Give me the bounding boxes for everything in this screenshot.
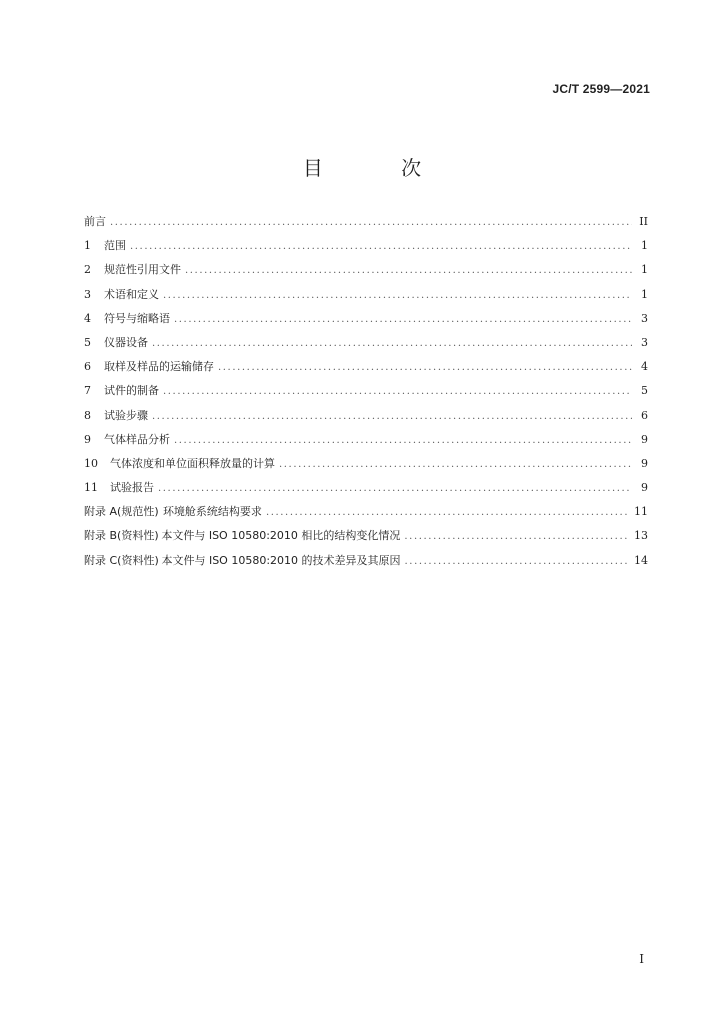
toc-entry-page: 9 bbox=[641, 432, 648, 446]
toc-entry-page: 1 bbox=[641, 287, 648, 301]
toc-entry-11[interactable] bbox=[84, 479, 648, 503]
toc-entry-label: 试验报告 bbox=[110, 481, 154, 495]
toc-leader-dots bbox=[163, 290, 632, 301]
toc-entry-number: 10 bbox=[84, 456, 98, 470]
toc-entry-page: 3 bbox=[641, 335, 648, 349]
toc-entry-page: 9 bbox=[641, 456, 648, 470]
toc-entry-number: 4 bbox=[84, 311, 91, 325]
toc-annex-label: 本文件与 ISO 10580:2010 的技术差异及其原因 bbox=[161, 553, 401, 567]
toc-entry-page: 1 bbox=[641, 263, 648, 277]
toc-entry-8[interactable] bbox=[84, 407, 648, 431]
toc-annex-label: 本文件与 ISO 10580:2010 相比的结构变化情况 bbox=[161, 529, 401, 543]
toc-entry-label: 试件的制备 bbox=[104, 384, 159, 398]
toc-entry-1[interactable] bbox=[84, 237, 648, 261]
toc-entry-9[interactable] bbox=[84, 431, 648, 455]
page-number: I bbox=[639, 952, 644, 966]
toc-leader-dots bbox=[405, 556, 630, 567]
toc-entry-number: 1 bbox=[84, 239, 91, 253]
toc-leader-dots bbox=[152, 411, 632, 422]
toc-annex-b[interactable] bbox=[84, 527, 648, 551]
toc-leader-dots bbox=[279, 459, 632, 470]
toc-entry-page: 5 bbox=[641, 384, 648, 398]
toc-title: 目 次 bbox=[302, 156, 458, 180]
toc-entry-page: II bbox=[639, 215, 648, 228]
toc-leader-dots bbox=[174, 314, 632, 325]
toc-entry-7[interactable] bbox=[84, 382, 648, 406]
toc-entry-5[interactable] bbox=[84, 334, 648, 358]
toc-entry-10[interactable] bbox=[84, 455, 648, 479]
toc-entry-page: 4 bbox=[641, 360, 648, 374]
toc-entry-4[interactable] bbox=[84, 310, 648, 334]
toc-entry-label: 试验步骤 bbox=[104, 408, 148, 422]
toc-leader-dots bbox=[163, 386, 632, 397]
toc-entry-number: 6 bbox=[84, 360, 91, 374]
toc-entry-label: 前言 bbox=[84, 215, 106, 228]
toc-entry-number: 11 bbox=[84, 481, 98, 495]
toc-entry-page: 11 bbox=[634, 505, 648, 519]
toc-leader-dots bbox=[152, 338, 632, 349]
toc-entry-number: 5 bbox=[84, 335, 91, 349]
toc-entry-number: 2 bbox=[84, 263, 91, 277]
toc-entry-page: 1 bbox=[641, 239, 648, 253]
toc-entry-6[interactable] bbox=[84, 358, 648, 382]
document-code: JC/T 2599—2021 bbox=[552, 82, 650, 96]
toc-leader-dots bbox=[130, 241, 632, 252]
toc-entry-number: 3 bbox=[84, 287, 91, 301]
toc-leader-dots bbox=[110, 217, 632, 228]
toc-annex-label: 环境舱系统结构要求 bbox=[162, 505, 262, 519]
toc-entry-label: 术语和定义 bbox=[104, 287, 159, 301]
table-of-contents bbox=[84, 213, 648, 576]
toc-entry-page: 3 bbox=[641, 311, 648, 325]
toc-entry-number: 8 bbox=[84, 408, 91, 422]
toc-entry-label: 仪器设备 bbox=[104, 335, 148, 349]
toc-leader-dots bbox=[174, 435, 632, 446]
toc-entry-3[interactable] bbox=[84, 286, 648, 310]
toc-leader-dots bbox=[404, 531, 630, 542]
toc-entry-label: 气体样品分析 bbox=[104, 432, 170, 446]
toc-entry-page: 6 bbox=[641, 408, 648, 422]
toc-entry-label: 气体浓度和单位面积释放量的计算 bbox=[110, 456, 275, 470]
toc-leader-dots bbox=[158, 483, 632, 494]
toc-entry-2[interactable] bbox=[84, 261, 648, 285]
toc-entry-label: 取样及样品的运输储存 bbox=[104, 360, 214, 374]
toc-entry-page: 14 bbox=[634, 553, 648, 567]
toc-entry-label: 符号与缩略语 bbox=[104, 311, 170, 325]
toc-entry-foreword[interactable] bbox=[84, 213, 648, 237]
toc-entry-page: 13 bbox=[634, 529, 648, 543]
toc-leader-dots bbox=[218, 362, 632, 373]
toc-annex-a[interactable] bbox=[84, 503, 648, 527]
toc-leader-dots bbox=[185, 265, 632, 276]
toc-entry-number: 9 bbox=[84, 432, 91, 446]
toc-annex-c[interactable] bbox=[84, 552, 648, 576]
toc-leader-dots bbox=[266, 507, 630, 518]
toc-annex-prefix: 附录 C(资料性) bbox=[84, 553, 159, 567]
toc-entry-label: 规范性引用文件 bbox=[104, 263, 181, 277]
toc-entry-number: 7 bbox=[84, 384, 91, 398]
toc-annex-prefix: 附录 A(规范性) bbox=[84, 505, 159, 519]
toc-entry-page: 9 bbox=[641, 481, 648, 495]
toc-entry-label: 范围 bbox=[104, 239, 126, 253]
toc-annex-prefix: 附录 B(资料性) bbox=[84, 529, 159, 543]
